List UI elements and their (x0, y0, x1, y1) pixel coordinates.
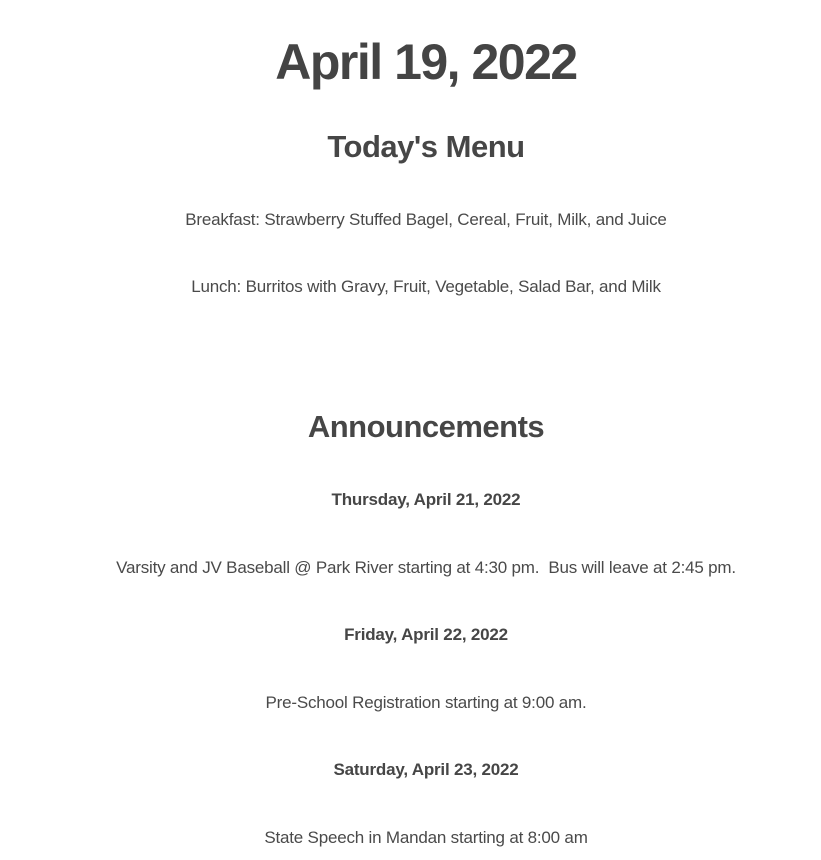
announcement-text: Varsity and JV Baseball @ Park River starting at 4:30 pm. Bus will leave at 2:45 pm. (116, 558, 736, 577)
announcement-date: Thursday, April 21, 2022 (331, 490, 521, 509)
announcement-date: Friday, April 22, 2022 (344, 625, 508, 644)
lunch-menu: Lunch: Burritos with Gravy, Fruit, Vegetable, Salad Bar, and Milk (191, 277, 661, 296)
page-title: April 19, 2022 (275, 34, 577, 90)
announcement-date: Saturday, April 23, 2022 (333, 760, 519, 779)
announcements-heading: Announcements (307, 409, 545, 444)
announcement-text: State Speech in Mandan starting at 8:00 am (264, 828, 588, 847)
announcement-text: Pre-School Registration starting at 9:00 am. (265, 693, 587, 712)
menu-heading: Today's Menu (327, 129, 525, 164)
breakfast-menu: Breakfast: Strawberry Stuffed Bagel, Cereal, Fruit, Milk, and Juice (185, 210, 667, 229)
